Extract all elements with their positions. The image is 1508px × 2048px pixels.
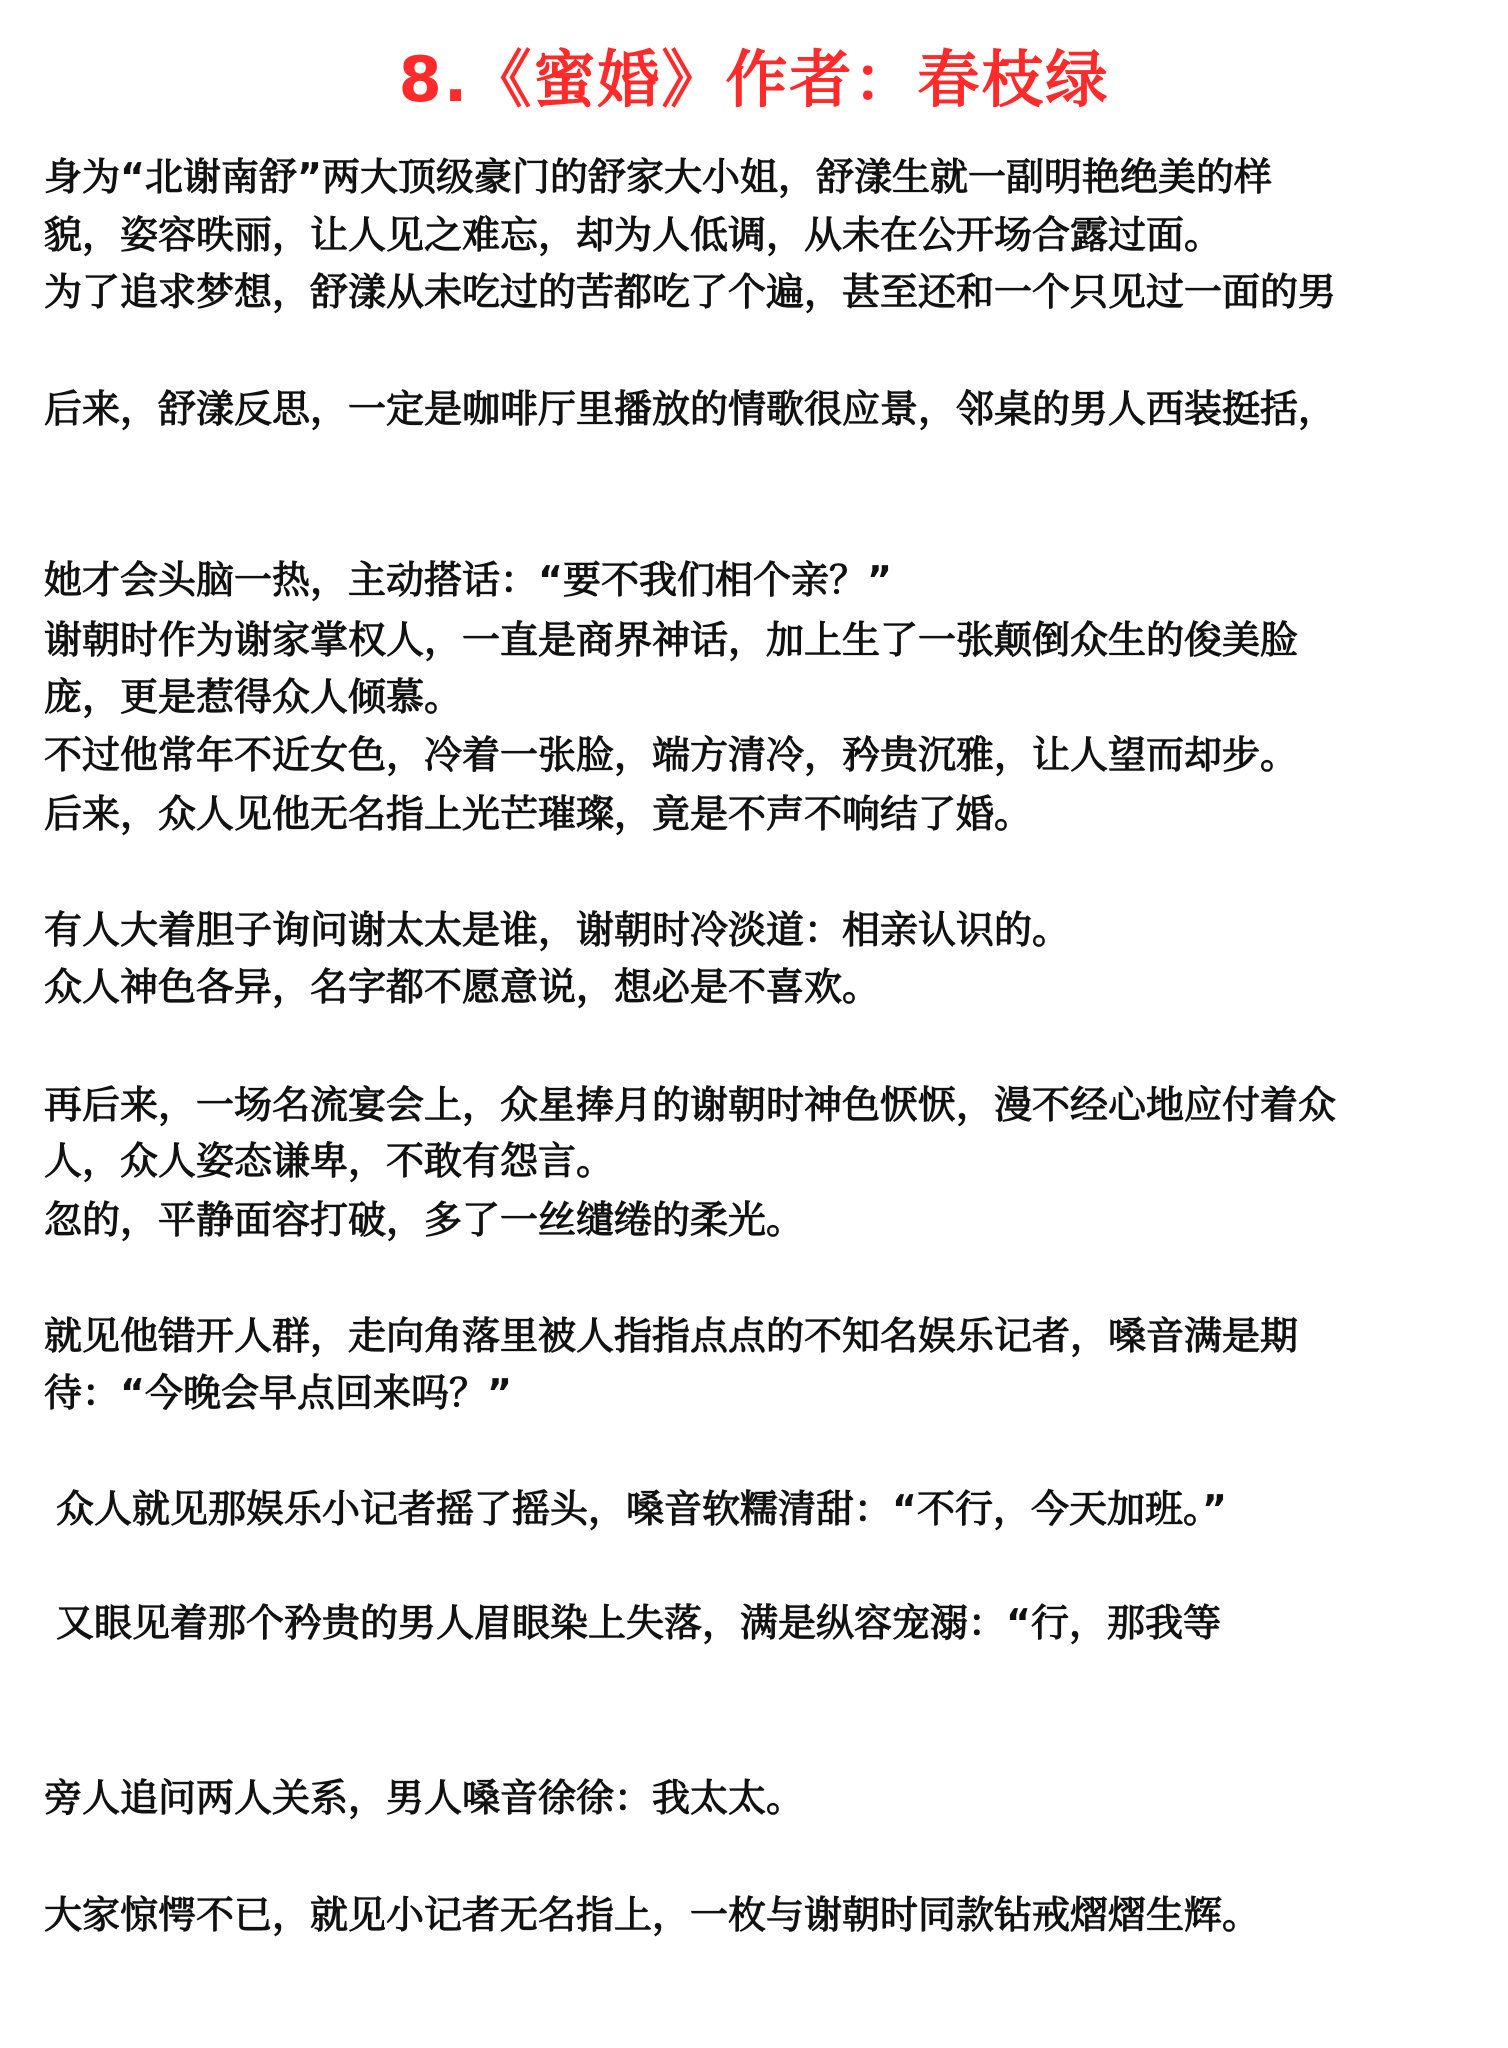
page-title: 8.《蜜婚》作者：春枝绿: [398, 43, 1110, 116]
paragraph-line: 她才会头脑一热，主动搭话：“要不我们相个亲？”: [44, 558, 892, 602]
paragraph-line: 不过他常年不近女色，冷着一张脸，端方清冷，矜贵沉雅，让人望而却步。: [44, 733, 1299, 777]
paragraph-line: 待：“今晚会早点回来吗？”: [44, 1371, 512, 1415]
paragraph-line: 后来，舒漾反思，一定是咖啡厅里播放的情歌很应景，邻桌的男人西装挺括，: [44, 387, 1337, 431]
paragraph-line: 身为“北谢南舒”两大顶级豪门的舒家大小姐，舒漾生就一副明艳绝美的样: [44, 155, 1272, 199]
paragraph-line: 后来，众人见他无名指上光芒璀璨，竟是不声不响结了婚。: [44, 792, 1033, 836]
paragraph-line: 忽的，平静面容打破，多了一丝缱绻的柔光。: [44, 1198, 805, 1242]
paragraph-line: 众人就见那娱乐小记者摇了摇头，嗓音软糯清甜：“不行，今天加班。”: [56, 1487, 1227, 1531]
paragraph-line: 人，众人姿态谦卑，不敢有怨言。: [44, 1139, 615, 1183]
paragraph-line: 众人神色各异，名字都不愿意说，想必是不喜欢。: [44, 965, 881, 1009]
paragraph-line: 再后来，一场名流宴会上，众星捧月的谢朝时神色恹恹，漫不经心地应付着众: [44, 1083, 1337, 1127]
paragraph-line: 貌，姿容昳丽，让人见之难忘，却为人低调，从未在公开场合露过面。: [44, 213, 1223, 257]
paragraph-line: 就见他错开人群，走向角落里被人指指点点的不知名娱乐记者，嗓音满是期: [44, 1314, 1299, 1358]
paragraph-line: 谢朝时作为谢家掌权人，一直是商界神话，加上生了一张颠倒众生的俊美脸: [44, 618, 1299, 662]
paragraph-line: 有人大着胆子询问谢太太是谁，谢朝时冷淡道：相亲认识的。: [44, 908, 1071, 952]
paragraph-line: 为了追求梦想，舒漾从未吃过的苦都吃了个遍，甚至还和一个只见过一面的男: [44, 270, 1337, 314]
paragraph-line: 旁人追问两人关系，男人嗓音徐徐：我太太。: [44, 1776, 805, 1820]
paragraph-line: 大家惊愕不已，就见小记者无名指上，一枚与谢朝时同款钻戒熠熠生辉。: [44, 1893, 1261, 1937]
paragraph-line: 庞，更是惹得众人倾慕。: [44, 675, 463, 719]
paragraph-line: 又眼见着那个矜贵的男人眉眼染上失落，满是纵容宠溺：“行，那我等: [56, 1601, 1221, 1645]
